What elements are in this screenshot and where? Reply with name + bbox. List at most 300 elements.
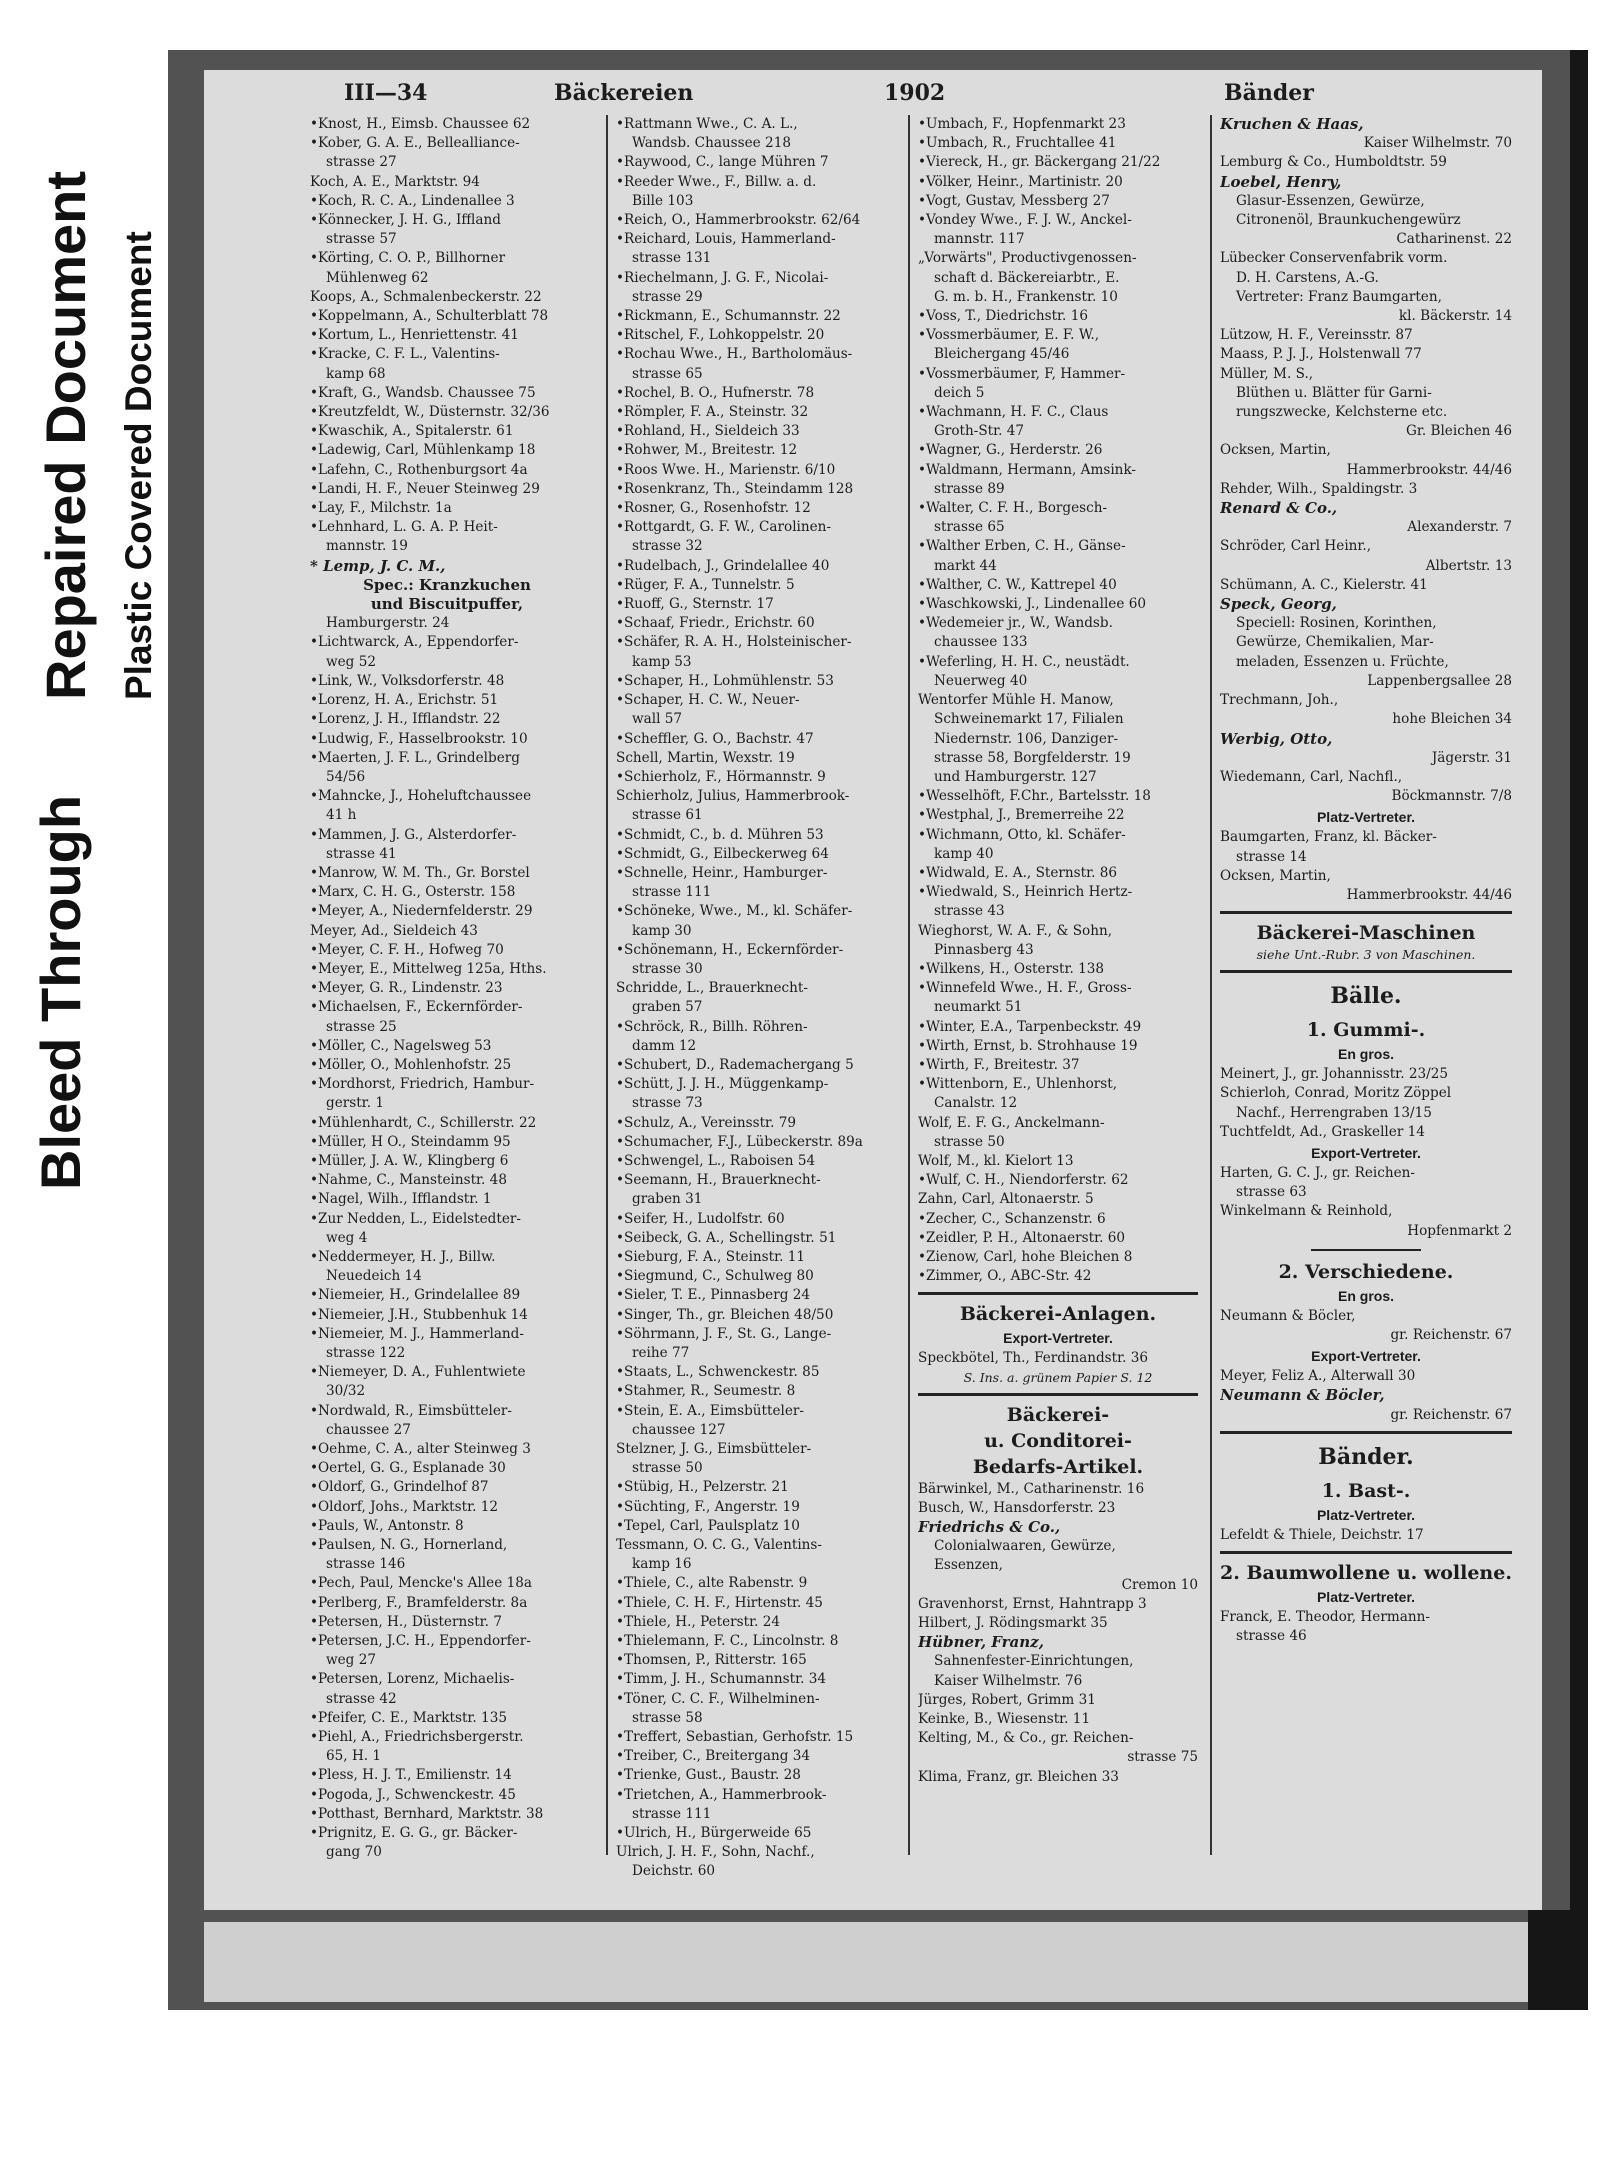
directory-entry: Busch, W., Hansdorferstr. 23 <box>918 1499 1116 1516</box>
directory-entry: Ulrich, J. H. F., Sohn, Nachf., <box>616 1844 815 1861</box>
directory-entry: Neumann & Böcler, <box>1220 1386 1385 1405</box>
directory-entry: strasse 32 <box>632 538 703 555</box>
directory-entry: •Vondey Wwe., F. J. W., Anckel- <box>918 212 1132 229</box>
section-title-bedarf-3: Bedarfs-Artikel. <box>972 1455 1144 1478</box>
directory-entry: strasse 25 <box>326 1018 397 1035</box>
directory-entry: strasse 89 <box>934 480 1005 497</box>
directory-entry: •Wesselhöft, F.Chr., Bartelsstr. 18 <box>918 788 1151 805</box>
directory-entry: Neumann & Böcler, <box>1220 1307 1356 1324</box>
directory-entry: •Petersen, H., Düsternstr. 7 <box>310 1613 502 1630</box>
section-title-bedarf-2: u. Conditorei- <box>984 1429 1132 1452</box>
directory-entry: Hopfenmarkt 2 <box>1407 1222 1512 1239</box>
directory-entry: Jürges, Robert, Grimm 31 <box>918 1691 1096 1708</box>
directory-entry: •Rohland, H., Sieldeich 33 <box>616 423 800 440</box>
directory-entry: G. m. b. H., Frankenstr. 10 <box>934 288 1118 305</box>
column-4 <box>1220 115 1512 1646</box>
directory-entry: •Schaper, H. C. W., Neuer- <box>616 692 800 709</box>
directory-entry: •Potthast, Bernhard, Marktstr. 38 <box>310 1805 544 1822</box>
directory-entry: •Lichtwarck, A., Eppendorfer- <box>310 634 519 651</box>
directory-entry: •Wachmann, H. F. C., Claus <box>918 404 1109 421</box>
directory-entry: •Söhrmann, J. F., St. G., Lange- <box>616 1325 832 1342</box>
directory-entry: •Lafehn, C., Rothenburgsort 4a <box>310 461 528 478</box>
directory-entry: •Knost, H., Eimsb. Chaussee 62 <box>310 116 531 132</box>
directory-entry: Colonialwaaren, Gewürze, <box>934 1538 1116 1555</box>
directory-entry: •Petersen, Lorenz, Michaelis- <box>310 1671 515 1688</box>
directory-entry: •Oldorf, G., Grindelhof 87 <box>310 1479 489 1496</box>
scanned-page-frame <box>168 50 1588 2010</box>
directory-entry: Bille 103 <box>632 192 694 209</box>
directory-entry: Koops, A., Schmalenbeckerstr. 22 <box>310 288 542 305</box>
label-repaired-document: Repaired Document <box>34 171 97 700</box>
directory-entry: * Lemp, J. C. M., <box>310 556 446 575</box>
directory-entry: kl. Bäckerstr. 14 <box>1398 308 1512 325</box>
directory-entry: •Thielemann, F. C., Lincolnstr. 8 <box>616 1633 839 1650</box>
directory-entry: •Schütt, J. J. H., Müggenkamp- <box>616 1076 829 1093</box>
directory-entry: •Stein, E. A., Eimsbütteler- <box>616 1402 804 1419</box>
directory-entry: •Möller, C., Nagelsweg 53 <box>310 1037 492 1054</box>
page-edge <box>204 1922 1584 2002</box>
section-rule <box>918 1292 1198 1295</box>
directory-entry: •Riechelmann, J. G. F., Nicolai- <box>616 269 829 286</box>
directory-entry: •Zimmer, O., ABC-Str. 42 <box>918 1268 1092 1285</box>
directory-entry: •Schäfer, R. A. H., Holsteinischer- <box>616 634 852 651</box>
directory-entry: chaussee 27 <box>326 1421 411 1438</box>
label-plastic-covered-document: Plastic Covered Document <box>118 231 159 700</box>
directory-entry: Kruchen & Haas, <box>1220 115 1364 133</box>
subsection-title-verschiedene: 2. Verschiedene. <box>1278 1260 1454 1283</box>
section-title-maschinen: Bäckerei-Maschinen <box>1256 922 1476 945</box>
directory-entry: strasse 50 <box>632 1460 703 1477</box>
directory-entry: •Kober, G. A. E., Bellealliance- <box>310 135 520 152</box>
directory-entry: •Rosner, G., Rosenhofstr. 12 <box>616 500 811 517</box>
directory-entry: •Voss, T., Diedrichstr. 16 <box>918 308 1088 325</box>
section-rule <box>1220 1431 1512 1434</box>
directory-entry: Citronenöl, Braunkuchengewürz <box>1236 212 1461 229</box>
directory-entry: •Seibeck, G. A., Schellingstr. 51 <box>616 1229 837 1246</box>
directory-entry: •Schaaf, Friedr., Erichstr. 60 <box>616 615 815 632</box>
directory-entry: •Rochel, B. O., Hufnerstr. 78 <box>616 384 815 401</box>
directory-entry: •Mahncke, J., Hoheluftchaussee <box>310 788 532 805</box>
directory-entry: Deichstr. 60 <box>632 1863 716 1880</box>
directory-entry: Meyer, Ad., Sieldeich 43 <box>310 922 478 939</box>
directory-entry: •Meyer, E., Mittelweg 125a, Hths. <box>310 960 547 977</box>
document-condition-labels <box>0 140 160 1200</box>
directory-entry: strasse 14 <box>1236 848 1307 865</box>
section-rule <box>1220 1551 1512 1554</box>
directory-entry: Schell, Martin, Wexstr. 19 <box>616 749 795 766</box>
directory-entry: •Reichard, Louis, Hammerland- <box>616 231 836 248</box>
directory-entry: Stelzner, J. G., Eimsbütteler- <box>616 1441 812 1458</box>
directory-entry: 54/56 <box>326 768 366 785</box>
directory-entry: Kaiser Wilhelmstr. 76 <box>934 1672 1083 1689</box>
directory-entry: strasse 42 <box>326 1690 397 1707</box>
directory-entry: D. H. Carstens, A.-G. <box>1236 269 1379 286</box>
directory-entry: •Schröck, R., Billh. Röhren- <box>616 1018 808 1035</box>
directory-entry: •Müller, H O., Steindamm 95 <box>310 1133 511 1150</box>
directory-entry: Gr. Bleichen 46 <box>1405 423 1512 440</box>
directory-entry: •Vossmerbäumer, F, Hammer- <box>918 365 1126 382</box>
directory-entry: •Roos Wwe. H., Marienstr. 6/10 <box>616 461 836 478</box>
listing-block <box>1220 1164 1512 1241</box>
directory-entry: Schierholz, Julius, Hammerbrook- <box>616 788 850 805</box>
directory-entry: •Schubert, D., Rademachergang 5 <box>616 1056 854 1073</box>
directory-entry: Zahn, Carl, Altonaerstr. 5 <box>918 1191 1094 1208</box>
directory-entry: Hübner, Franz, <box>918 1633 1044 1652</box>
directory-entry: •Wirth, F., Breitestr. 37 <box>918 1056 1080 1073</box>
directory-entry: •Rudelbach, J., Grindelallee 40 <box>616 557 830 574</box>
scan-edge-shadow <box>1528 1910 1588 2010</box>
directory-entry: •Mühlenhardt, C., Schillerstr. 22 <box>310 1114 537 1131</box>
directory-entry: •Ludwig, F., Hasselbrookstr. 10 <box>310 730 528 747</box>
directory-entry: hohe Bleichen 34 <box>1392 711 1512 728</box>
directory-entry: Sahnenfester-Einrichtungen, <box>934 1653 1134 1670</box>
listing-block <box>918 115 1198 1286</box>
directory-entry: •Kraft, G., Wandsb. Chaussee 75 <box>310 384 536 401</box>
directory-entry: •Walther Erben, C. H., Gänse- <box>918 538 1126 555</box>
directory-entry: Speciell: Rosinen, Korinthen, <box>1236 615 1437 632</box>
directory-entry: •Siegmund, C., Schulweg 80 <box>616 1268 814 1285</box>
directory-entry: •Thiele, C., alte Rabenstr. 9 <box>616 1575 808 1592</box>
directory-entry: strasse 30 <box>632 960 703 977</box>
directory-entry: •Mammen, J. G., Alsterdorfer- <box>310 826 517 843</box>
directory-entry: •Waschkowski, J., Lindenallee 60 <box>918 596 1147 613</box>
directory-entry: •Pless, H. J. T., Emilienstr. 14 <box>310 1767 512 1784</box>
directory-entry: •Stübig, H., Pelzerstr. 21 <box>616 1479 789 1496</box>
directory-entry: •Römpler, F. A., Steinstr. 32 <box>616 404 809 421</box>
directory-entry: •Vogt, Gustav, Messberg 27 <box>918 192 1110 209</box>
directory-entry: meladen, Essenzen u. Früchte, <box>1236 653 1449 670</box>
directory-entry: Ocksen, Martin, <box>1220 867 1331 884</box>
directory-entry: •Wilkens, H., Osterstr. 138 <box>918 960 1105 977</box>
directory-entry: •Niemeyer, D. A., Fuhlentwiete <box>310 1364 526 1381</box>
directory-entry: Glasur-Essenzen, Gewürze, <box>1236 192 1425 209</box>
directory-entry: gerstr. 1 <box>326 1095 384 1112</box>
directory-entry: •Umbach, R., Fruchtallee 41 <box>918 135 1117 152</box>
directory-entry: •Rohwer, M., Breitestr. 12 <box>616 442 798 459</box>
directory-entry: Nachf., Herrengraben 13/15 <box>1236 1104 1432 1121</box>
directory-entry: Catharinenst. 22 <box>1396 231 1512 248</box>
directory-entry: Schierloh, Conrad, Moritz Zöppel <box>1220 1085 1452 1102</box>
directory-entry: strasse 111 <box>632 884 712 901</box>
directory-entry: •Seifer, H., Ludolfstr. 60 <box>616 1210 785 1227</box>
directory-entry: •Oertel, G. G., Esplanade 30 <box>310 1460 506 1477</box>
directory-entry: Loebel, Henry, <box>1220 172 1342 191</box>
directory-entry: •Wittenborn, E., Uhlenhorst, <box>918 1076 1118 1093</box>
directory-entry: Trechmann, Joh., <box>1220 692 1339 709</box>
page-header <box>204 80 1542 120</box>
directory-entry: markt 44 <box>934 557 997 574</box>
directory-entry: Hamburgerstr. 24 <box>326 615 450 632</box>
directory-entry: Hammerbrookstr. 44/46 <box>1346 461 1512 478</box>
directory-entry: •Schwengel, L., Raboisen 54 <box>616 1152 816 1169</box>
directory-entry: •Meyer, C. F. H., Hofweg 70 <box>310 941 504 958</box>
directory-entry: neumarkt 51 <box>934 999 1023 1016</box>
directory-entry: •Winter, E.A., Tarpenbeckstr. 49 <box>918 1018 1142 1035</box>
directory-entry: •Wichmann, Otto, kl. Schäfer- <box>918 826 1126 843</box>
directory-entry: •Pauls, W., Antonstr. 8 <box>310 1517 464 1534</box>
directory-entry: Neuedeich 14 <box>326 1268 422 1285</box>
directory-entry: •Nagel, Wilh., Ifflandstr. 1 <box>310 1191 492 1208</box>
directory-entry: gr. Reichenstr. 67 <box>1390 1406 1512 1423</box>
directory-entry: Keinke, B., Wiesenstr. 11 <box>918 1711 1091 1728</box>
directory-entry: Gewürze, Chemikalien, Mar- <box>1236 634 1434 651</box>
directory-entry: strasse 29 <box>632 288 703 305</box>
section-title-baelle: Bälle. <box>1330 983 1402 1010</box>
listing-block <box>918 1480 1198 1787</box>
directory-entry: Winkelmann & Reinhold, <box>1220 1203 1393 1220</box>
directory-entry: Maass, P. J. J., Holstenwall 77 <box>1220 346 1422 363</box>
directory-entry: •Rochau Wwe., H., Bartholomäus- <box>616 346 853 363</box>
directory-entry: •Trietchen, A., Hammerbrook- <box>616 1786 827 1803</box>
directory-entry: •Ladewig, Carl, Mühlenkamp 18 <box>310 442 536 459</box>
directory-entry: •Michaelsen, F., Eckernförder- <box>310 999 523 1016</box>
listing-block <box>918 1349 1198 1368</box>
directory-entry: Lemburg & Co., Humboldtstr. 59 <box>1220 154 1447 171</box>
directory-entry: •Pfeifer, C. E., Marktstr. 135 <box>310 1709 508 1726</box>
directory-entry: •Landi, H. F., Neuer Steinweg 29 <box>310 480 540 497</box>
directory-entry: weg 52 <box>326 653 377 670</box>
directory-entry: kamp 53 <box>632 653 692 670</box>
section-subheading: Export-Vertreter. <box>1003 1330 1113 1347</box>
directory-entry: Renard & Co., <box>1220 499 1338 518</box>
directory-entry: •Niemeier, J.H., Stubbenhuk 14 <box>310 1306 528 1323</box>
directory-entry: •Sieler, T. E., Pinnasberg 24 <box>616 1287 811 1304</box>
directory-entry: Gravenhorst, Ernst, Hahntrapp 3 <box>918 1595 1147 1612</box>
directory-entry: graben 57 <box>632 999 703 1016</box>
directory-entry: Wandsb. Chaussee 218 <box>632 135 791 152</box>
directory-entry: •Scheffler, G. O., Bachstr. 47 <box>616 730 814 747</box>
directory-entry: Speck, Georg, <box>1220 595 1337 614</box>
directory-entry: und Hamburgerstr. 127 <box>934 768 1097 785</box>
directory-entry: •Walter, C. F. H., Borgesch- <box>918 500 1108 517</box>
directory-entry: •Meyer, A., Niedernfelderstr. 29 <box>310 903 533 920</box>
directory-entry: Essenzen, <box>934 1557 1003 1574</box>
directory-entry: strasse 131 <box>632 250 712 267</box>
directory-entry: •Seemann, H., Brauerknecht- <box>616 1172 821 1189</box>
directory-entry: strasse 46 <box>1236 1628 1307 1645</box>
directory-entry: •Perlberg, F., Bramfelderstr. 8a <box>310 1594 528 1611</box>
directory-entry: kamp 16 <box>632 1556 692 1573</box>
directory-entry: deich 5 <box>934 384 985 401</box>
directory-entry: Werbig, Otto, <box>1220 729 1333 748</box>
directory-entry: strasse 58, Borgfelderstr. 19 <box>934 749 1131 766</box>
directory-entry: Canalstr. 12 <box>934 1095 1018 1112</box>
directory-entry: gr. Reichenstr. 67 <box>1390 1326 1512 1343</box>
directory-entry: •Nordwald, R., Eimsbütteler- <box>310 1402 512 1419</box>
directory-entry: Ocksen, Martin, <box>1220 442 1331 459</box>
directory-entry: •Pogoda, J., Schwenckestr. 45 <box>310 1786 516 1803</box>
directory-entry: •Ruoff, G., Sternstr. 17 <box>616 596 774 613</box>
directory-entry: chaussee 133 <box>934 634 1028 651</box>
directory-entry: •Trienke, Gust., Baustr. 28 <box>616 1767 801 1784</box>
directory-entry: Speckbötel, Th., Ferdinandstr. 36 <box>918 1350 1149 1367</box>
directory-entry: •Schnelle, Heinr., Hamburger- <box>616 864 828 881</box>
directory-entry: •Schöneke, Wwe., M., kl. Schäfer- <box>616 903 853 920</box>
section-title-bedarf-1: Bäckerei- <box>1006 1403 1110 1426</box>
directory-entry: Tessmann, O. C. G., Valentins- <box>616 1537 822 1554</box>
directory-entry: •Maerten, J. F. L., Grindelberg <box>310 749 520 766</box>
directory-entry: •Waldmann, Hermann, Amsink- <box>918 461 1137 478</box>
directory-entry: reihe 77 <box>632 1345 690 1361</box>
directory-entry: Vertreter: Franz Baumgarten, <box>1236 288 1442 305</box>
directory-entry: •Mordhorst, Friedrich, Hambur- <box>310 1076 535 1093</box>
directory-entry: Alexanderstr. 7 <box>1407 519 1512 536</box>
directory-entry: •Prignitz, E. G. G., gr. Bäcker- <box>310 1825 518 1842</box>
directory-entry: •Schmidt, G., Eilbeckerweg 64 <box>616 845 829 862</box>
directory-entry: Schröder, Carl Heinr., <box>1220 538 1372 555</box>
listing-block <box>1220 1307 1512 1345</box>
directory-entry: •Wulf, C. H., Niendorferstr. 62 <box>918 1172 1129 1189</box>
section-subheading: Platz-Vertreter. <box>1316 1588 1416 1605</box>
column-3 <box>918 115 1198 1787</box>
directory-entry: Friedrichs & Co., <box>918 1518 1061 1536</box>
directory-entry: Schweinemarkt 17, Filialen <box>934 711 1124 728</box>
directory-entry: •Kreutzfeldt, W., Düsternstr. 32/36 <box>310 404 550 421</box>
directory-entry: •Widwald, E. A., Sternstr. 86 <box>918 864 1118 881</box>
directory-entry: Bärwinkel, M., Catharinenstr. 16 <box>918 1480 1145 1497</box>
directory-entry: •Rüger, F. A., Tunnelstr. 5 <box>616 576 795 593</box>
directory-entry: •Marx, C. H. G., Osterstr. 158 <box>310 884 516 901</box>
directory-entry: •Stahmer, R., Seumestr. 8 <box>616 1383 796 1400</box>
directory-entry: •Umbach, F., Hopfenmarkt 23 <box>918 116 1126 132</box>
directory-entry: strasse 65 <box>632 365 703 382</box>
directory-entry: •Könnecker, J. H. G., Iffland <box>310 212 501 229</box>
directory-entry: weg 27 <box>326 1652 377 1669</box>
directory-entry: •Petersen, J.C. H., Eppendorfer- <box>310 1633 531 1650</box>
directory-entry: Tuchtfeldt, Ad., Graskeller 14 <box>1220 1123 1425 1140</box>
directory-entry: Harten, G. C. J., gr. Reichen- <box>1220 1164 1416 1181</box>
directory-entry: strasse 57 <box>326 231 397 248</box>
directory-entry: Niedernstr. 106, Danziger- <box>934 730 1119 747</box>
directory-entry: Franck, E. Theodor, Hermann- <box>1220 1608 1430 1625</box>
directory-entry: •Möller, O., Mohlenhofstr. 25 <box>310 1056 512 1073</box>
directory-entry: strasse 75 <box>1127 1749 1198 1766</box>
directory-entry: weg 4 <box>326 1229 368 1246</box>
directory-entry: strasse 61 <box>632 807 703 824</box>
directory-entry: •Thiele, C. H. F., Hirtenstr. 45 <box>616 1594 823 1611</box>
directory-entry: •Treffert, Sebastian, Gerhofstr. 15 <box>616 1729 854 1746</box>
directory-entry: Hammerbrookstr. 44/46 <box>1346 886 1512 903</box>
directory-entry: •Ritschel, F., Lohkoppelstr. 20 <box>616 327 825 344</box>
directory-entry: mannstr. 117 <box>934 231 1025 248</box>
directory-entry: Lefeldt & Thiele, Deichstr. 17 <box>1220 1526 1424 1543</box>
directory-entry: Hilbert, J. Rödingsmarkt 35 <box>918 1615 1108 1632</box>
directory-entry: Lützow, H. F., Vereinsstr. 87 <box>1220 327 1413 344</box>
directory-entry: •Staats, L., Schwenckestr. 85 <box>616 1364 820 1381</box>
directory-entry: •Rattmann Wwe., C. A. L., <box>616 116 798 132</box>
directory-entry: Meyer, Feliz A., Alterwall 30 <box>1220 1368 1416 1385</box>
directory-entry: •Wagner, G., Herderstr. 26 <box>918 442 1103 459</box>
label-bleed-through: Bleed Through <box>29 794 92 1190</box>
section-rule <box>1220 911 1512 914</box>
directory-entry: •Nahme, C., Mansteinstr. 48 <box>310 1172 507 1189</box>
header-right-heading: Bänder <box>1224 80 1314 106</box>
directory-entry: •Koch, R. C. A., Lindenallee 3 <box>310 192 515 209</box>
scan-edge-shadow <box>1570 50 1588 2010</box>
directory-entry: Böckmannstr. 7/8 <box>1391 788 1512 805</box>
directory-entry: •Oldorf, Johs., Marktstr. 12 <box>310 1498 499 1515</box>
directory-entry: Albertstr. 13 <box>1425 557 1512 574</box>
directory-entry: •Thomsen, P., Ritterstr. 165 <box>616 1652 807 1669</box>
section-rule <box>1220 970 1512 973</box>
directory-entry: strasse 73 <box>632 1095 703 1112</box>
directory-entry: Wentorfer Mühle H. Manow, <box>918 692 1114 709</box>
section-subheading: Export-Vertreter. <box>1311 1348 1421 1365</box>
listing-block <box>1220 828 1512 905</box>
directory-entry: Meinert, J., gr. Johannisstr. 23/25 <box>1220 1066 1449 1083</box>
directory-entry: chaussee 127 <box>632 1421 726 1438</box>
subsection-title-gummi: 1. Gummi-. <box>1306 1019 1426 1042</box>
directory-entry: •Schulz, A., Vereinsstr. 79 <box>616 1114 797 1131</box>
directory-entry: •Schierholz, F., Hörmannstr. 9 <box>616 768 826 785</box>
section-title-baender: Bänder. <box>1318 1443 1414 1470</box>
directory-entry: Pinnasberg 43 <box>934 941 1034 958</box>
directory-entry: •Körting, C. O. P., Billhorner <box>310 250 506 267</box>
listing-block <box>1220 1367 1512 1425</box>
directory-entry: Wolf, M., kl. Kielort 13 <box>918 1152 1074 1169</box>
directory-entry: •Zecher, C., Schanzenstr. 6 <box>918 1210 1106 1227</box>
directory-entry: Wolf, E. F. G., Anckelmann- <box>918 1114 1105 1131</box>
directory-entry: •Wirth, Ernst, b. Strohhause 19 <box>918 1037 1138 1054</box>
directory-entry: •Koppelmann, A., Schulterblatt 78 <box>310 308 549 325</box>
directory-entry: •Neddermeyer, H. J., Billw. <box>310 1248 496 1265</box>
directory-entry: •Niemeier, H., Grindelallee 89 <box>310 1287 521 1304</box>
directory-entry: Wiedemann, Carl, Nachfl., <box>1220 768 1403 785</box>
directory-entry: Bleichergang 45/46 <box>934 346 1070 363</box>
directory-entry: Klima, Franz, gr. Bleichen 33 <box>918 1768 1119 1785</box>
directory-entry: •Süchting, F., Angerstr. 19 <box>616 1498 800 1515</box>
directory-entry: damm 12 <box>632 1037 697 1054</box>
section-subheading: Platz-Vertreter. <box>1316 809 1416 826</box>
directory-entry: strasse 63 <box>1236 1184 1307 1201</box>
directory-entry: Groth-Str. 47 <box>934 423 1025 440</box>
directory-entry: •Zeidler, P. H., Altonaerstr. 60 <box>918 1229 1126 1246</box>
directory-entry: strasse 27 <box>326 154 397 171</box>
directory-entry: •Wedemeier jr., W., Wandsb. <box>918 615 1113 632</box>
directory-entry: •Thiele, H., Peterstr. 24 <box>616 1613 781 1630</box>
directory-entry: •Piehl, A., Friedrichsbergerstr. <box>310 1729 524 1746</box>
directory-entry: •Töner, C. C. F., Wilhelminen- <box>616 1690 820 1707</box>
directory-entry: strasse 146 <box>326 1556 406 1573</box>
directory-entry: Schümann, A. C., Kielerstr. 41 <box>1220 576 1428 593</box>
directory-entry: Koch, A. E., Marktstr. 94 <box>310 173 480 190</box>
directory-entry: •Niemeier, M. J., Hammerland- <box>310 1325 524 1342</box>
directory-entry: graben 31 <box>632 1191 703 1208</box>
directory-entry: •Lorenz, H. A., Erichstr. 51 <box>310 692 499 709</box>
column-divider <box>1210 115 1212 1855</box>
directory-entry: •Lay, F., Milchstr. 1a <box>310 500 452 517</box>
directory-entry: •Paulsen, N. G., Hornerland, <box>310 1537 508 1554</box>
directory-entry: strasse 58 <box>632 1709 703 1726</box>
directory-entry: Blüthen u. Blätter für Garni- <box>1236 384 1432 401</box>
directory-entry: •Oehme, C. A., alter Steinweg 3 <box>310 1441 531 1458</box>
directory-entry: strasse 122 <box>326 1345 406 1361</box>
directory-entry: schaft d. Bäckereiarbtr., E. <box>934 269 1120 286</box>
directory-entry: Baumgarten, Franz, kl. Bäcker- <box>1220 829 1437 846</box>
directory-entry: •Treiber, C., Breitergang 34 <box>616 1748 811 1765</box>
directory-entry: •Kwaschik, A., Spitalerstr. 61 <box>310 423 514 440</box>
directory-entry: •Kracke, C. F. L., Valentins- <box>310 346 500 363</box>
directory-entry: 65, H. 1 <box>326 1748 382 1765</box>
directory-entry: strasse 41 <box>326 845 397 862</box>
directory-entry: •Schmidt, C., b. d. Mühren 53 <box>616 826 824 843</box>
header-year: 1902 <box>884 80 946 106</box>
subsection-title-wolle: 2. Baumwollene u. wollene. <box>1220 1561 1512 1584</box>
section-subheading: Platz-Vertreter. <box>1316 1506 1416 1523</box>
directory-entry: strasse 65 <box>934 519 1005 536</box>
directory-entry: mannstr. 19 <box>326 538 408 555</box>
directory-page <box>204 70 1542 1910</box>
